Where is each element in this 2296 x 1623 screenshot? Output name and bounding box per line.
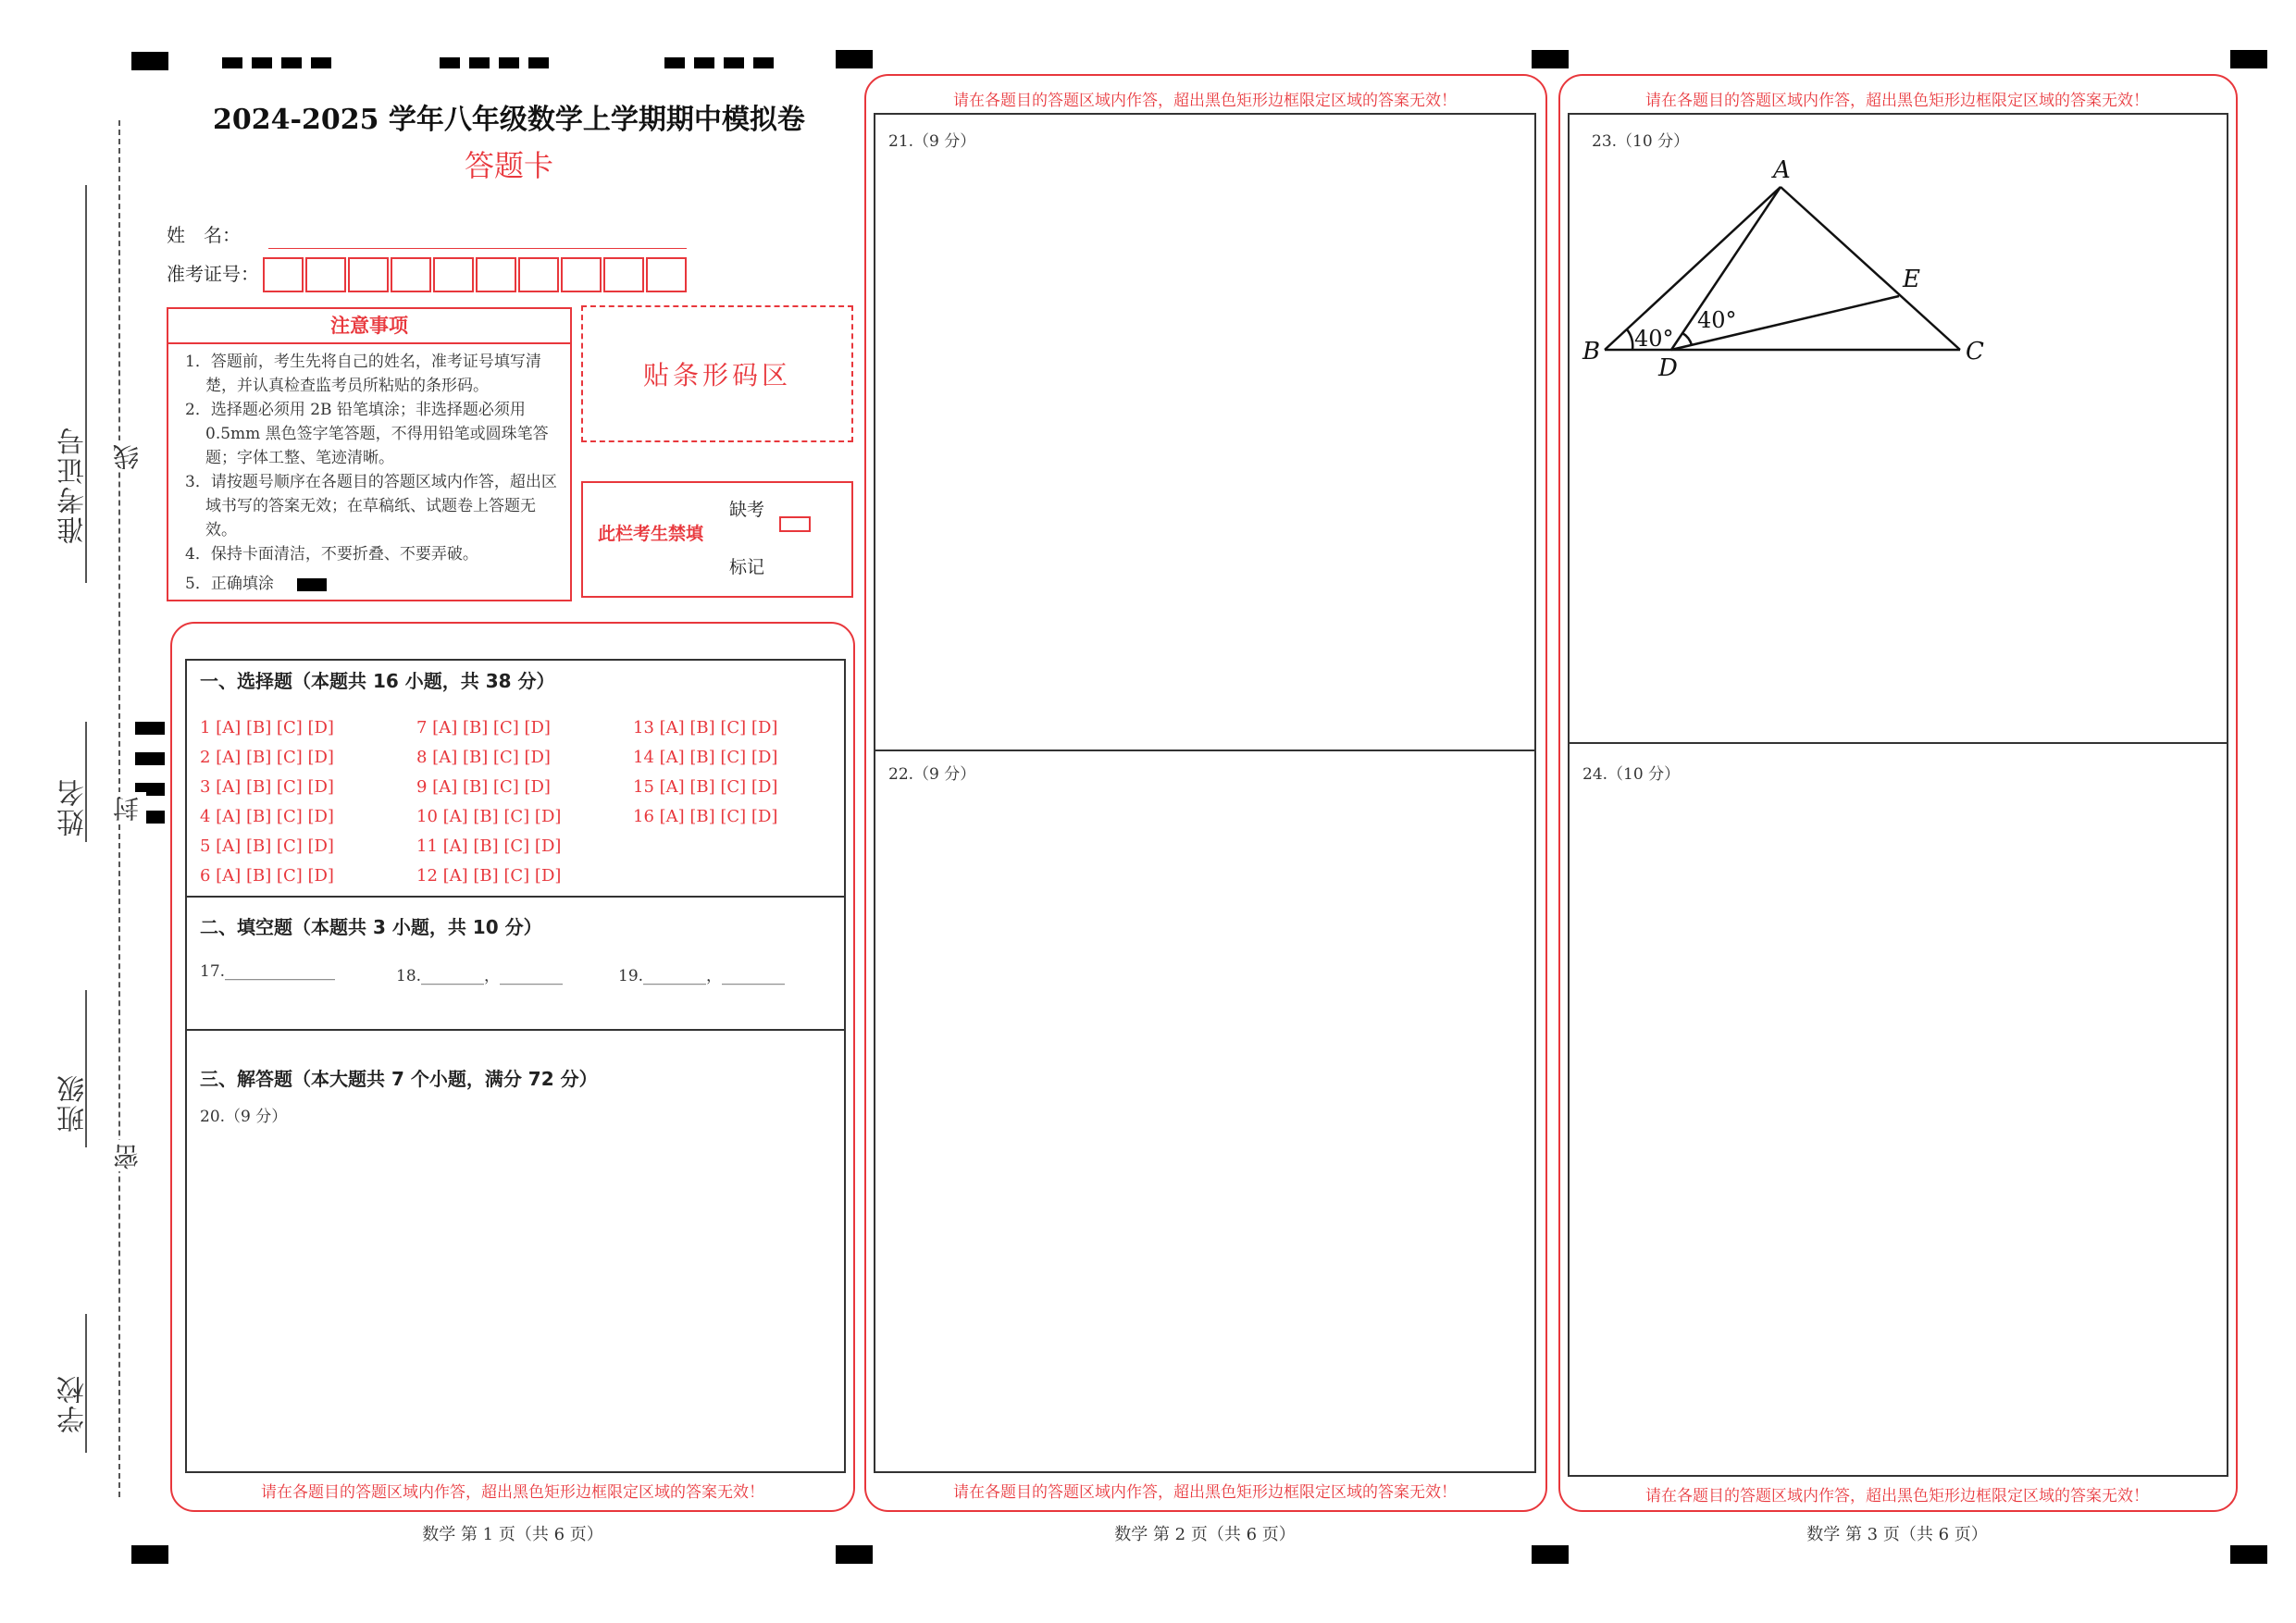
registration-mark bbox=[694, 57, 714, 68]
answer-card-subtitle: 答题卡 bbox=[464, 148, 553, 183]
question-divider bbox=[874, 750, 1534, 751]
fill-blank-17[interactable]: 17.______________ bbox=[200, 962, 336, 981]
absent-mark-bottom: 标记 bbox=[729, 557, 765, 577]
side-label-seal: 封 bbox=[109, 792, 146, 824]
section2-title: 二、填空题（本题共 3 小题，共 10 分） bbox=[200, 916, 542, 938]
page2-warning-bottom: 请在各题目的答题区域内作答，超出黑色矩形边框限定区域的答案无效！ bbox=[953, 1483, 1457, 1502]
registration-mark bbox=[836, 1545, 873, 1564]
registration-mark bbox=[2230, 1545, 2267, 1564]
question-20-answer-area[interactable] bbox=[189, 1129, 840, 1466]
question-24-label: 24.（10 分） bbox=[1582, 765, 1681, 784]
question-24-answer-area[interactable] bbox=[1571, 787, 2221, 1469]
registration-mark bbox=[753, 57, 774, 68]
side-label-school: 学校 bbox=[57, 1374, 90, 1433]
choice-question[interactable]: 3 [A] [B] [C] [D] bbox=[200, 777, 334, 797]
segment-ab bbox=[1605, 187, 1781, 350]
choice-question[interactable]: 7 [A] [B] [C] [D] bbox=[416, 718, 551, 737]
page-title: 2024-2025 学年八年级数学上学期期中模拟卷 bbox=[213, 104, 805, 136]
name-label: 姓 名： bbox=[167, 224, 241, 246]
page2-warning-top: 请在各题目的答题区域内作答，超出黑色矩形边框限定区域的答案无效！ bbox=[953, 92, 1457, 110]
triangle-figure bbox=[1573, 148, 1999, 389]
question-20-label: 20.（9 分） bbox=[200, 1108, 288, 1126]
choice-question[interactable]: 15 [A] [B] [C] [D] bbox=[633, 777, 778, 797]
page3-footer: 数学 第 3 页（共 6 页） bbox=[1806, 1525, 1988, 1544]
page1-footer: 数学 第 1 页（共 6 页） bbox=[422, 1525, 603, 1544]
angle-label-b: 40° bbox=[1634, 326, 1674, 352]
side-label-name: 姓名 bbox=[57, 777, 90, 836]
registration-mark bbox=[131, 52, 168, 70]
section-divider bbox=[185, 1029, 846, 1031]
choice-question[interactable]: 14 [A] [B] [C] [D] bbox=[633, 748, 778, 767]
question-23-answer-area[interactable] bbox=[1571, 389, 2221, 740]
registration-mark bbox=[836, 50, 873, 68]
absent-restricted-label: 此栏考生禁填 bbox=[598, 524, 704, 544]
page3-warning-top: 请在各题目的答题区域内作答，超出黑色矩形边框限定区域的答案无效！ bbox=[1645, 92, 2149, 110]
fill-blank-19[interactable]: 19.________，________ bbox=[618, 967, 786, 985]
barcode-area bbox=[581, 305, 853, 442]
segment-ac bbox=[1781, 187, 1960, 350]
registration-mark bbox=[135, 722, 165, 735]
registration-mark bbox=[499, 57, 519, 68]
registration-mark bbox=[528, 57, 549, 68]
notice-item: 1．答题前，考生先将自己的姓名，准考证号填写清楚，并认真检查监考员所粘贴的条形码。 bbox=[185, 353, 541, 395]
question-23-label: 23.（10 分） bbox=[1592, 132, 1690, 151]
registration-mark bbox=[1532, 1545, 1569, 1564]
choice-question[interactable]: 4 [A] [B] [C] [D] bbox=[200, 807, 334, 826]
vertex-label-c: C bbox=[1966, 338, 1984, 365]
registration-mark bbox=[281, 57, 302, 68]
choice-question[interactable]: 9 [A] [B] [C] [D] bbox=[416, 777, 551, 797]
page3-warning-bottom: 请在各题目的答题区域内作答，超出黑色矩形边框限定区域的答案无效！ bbox=[1645, 1487, 2149, 1505]
question-22-label: 22.（9 分） bbox=[888, 765, 976, 784]
vertex-label-e: E bbox=[1903, 266, 1920, 293]
angle-label-d: 40° bbox=[1697, 307, 1737, 333]
registration-mark bbox=[440, 57, 460, 68]
registration-mark bbox=[469, 57, 490, 68]
choice-question[interactable]: 5 [A] [B] [C] [D] bbox=[200, 836, 334, 856]
registration-mark bbox=[135, 752, 165, 765]
choice-question[interactable]: 10 [A] [B] [C] [D] bbox=[416, 807, 562, 826]
absent-mark-checkbox[interactable] bbox=[779, 516, 811, 532]
angle-arc-b bbox=[1627, 329, 1632, 350]
side-label-line: 线 bbox=[109, 440, 146, 472]
registration-mark bbox=[252, 57, 272, 68]
question-21-answer-area[interactable] bbox=[877, 154, 1529, 746]
name-field[interactable] bbox=[268, 242, 687, 249]
barcode-area-label: 贴条形码区 bbox=[642, 360, 791, 390]
registration-mark bbox=[664, 57, 685, 68]
section1-title: 一、选择题（本题共 16 小题，共 38 分） bbox=[200, 670, 555, 692]
side-label-class: 班级 bbox=[57, 1073, 90, 1133]
exam-id-label: 准考证号： bbox=[167, 263, 259, 285]
notice-item: 2．选择题必须用 2B 铅笔填涂；非选择题必须用 0.5mm 黑色签字笔答题，不得用铅笔或圆珠笔答题；字体工整、笔迹清晰。 bbox=[185, 401, 549, 467]
notice-box bbox=[167, 307, 572, 601]
vertex-label-d: D bbox=[1658, 354, 1678, 382]
page1-warning: 请在各题目的答题区域内作答，超出黑色矩形边框限定区域的答案无效！ bbox=[261, 1483, 764, 1502]
side-label-exam-id: 准考证号 bbox=[57, 426, 90, 544]
side-label-secret: 密 bbox=[109, 1140, 146, 1171]
registration-mark bbox=[131, 1545, 168, 1564]
absent-box bbox=[581, 481, 853, 598]
registration-mark bbox=[724, 57, 744, 68]
question-21-label: 21.（9 分） bbox=[888, 132, 976, 151]
registration-mark bbox=[222, 57, 242, 68]
choice-question[interactable]: 6 [A] [B] [C] [D] bbox=[200, 866, 334, 886]
choice-question[interactable]: 1 [A] [B] [C] [D] bbox=[200, 718, 334, 737]
angle-arc-d bbox=[1682, 333, 1692, 345]
registration-mark bbox=[1532, 50, 1569, 68]
page2-footer: 数学 第 2 页（共 6 页） bbox=[1114, 1525, 1296, 1544]
choice-question[interactable]: 13 [A] [B] [C] [D] bbox=[633, 718, 778, 737]
notice-item: 4．保持卡面清洁，不要折叠、不要弄破。 bbox=[185, 545, 478, 564]
choice-question[interactable]: 16 [A] [B] [C] [D] bbox=[633, 807, 778, 826]
choice-question[interactable]: 11 [A] [B] [C] [D] bbox=[416, 836, 562, 856]
fill-blank-18[interactable]: 18.________，________ bbox=[396, 967, 564, 985]
exam-id-boxes[interactable] bbox=[263, 257, 689, 292]
correct-fill-sample bbox=[297, 578, 327, 591]
section-divider bbox=[185, 896, 846, 898]
choice-question[interactable]: 2 [A] [B] [C] [D] bbox=[200, 748, 334, 767]
choice-question[interactable]: 12 [A] [B] [C] [D] bbox=[416, 866, 562, 886]
question-22-answer-area[interactable] bbox=[877, 787, 1529, 1466]
section3-title: 三、解答题（本大题共 7 个小题，满分 72 分） bbox=[200, 1068, 598, 1090]
question-divider bbox=[1568, 742, 2228, 744]
vertex-label-a: A bbox=[1773, 156, 1791, 184]
notice-item: 3．请按题号顺序在各题目的答题区域内作答，超出区域书写的答案无效；在草稿纸、试题卷上答题无效。 bbox=[185, 473, 557, 539]
choice-question[interactable]: 8 [A] [B] [C] [D] bbox=[416, 748, 551, 767]
absent-mark-top: 缺考 bbox=[729, 500, 765, 520]
vertex-label-b: B bbox=[1582, 338, 1601, 365]
registration-mark bbox=[311, 57, 331, 68]
notice-title: 注意事项 bbox=[168, 309, 570, 344]
notice-item: 5．正确填涂 bbox=[185, 575, 274, 593]
registration-mark bbox=[2230, 50, 2267, 68]
